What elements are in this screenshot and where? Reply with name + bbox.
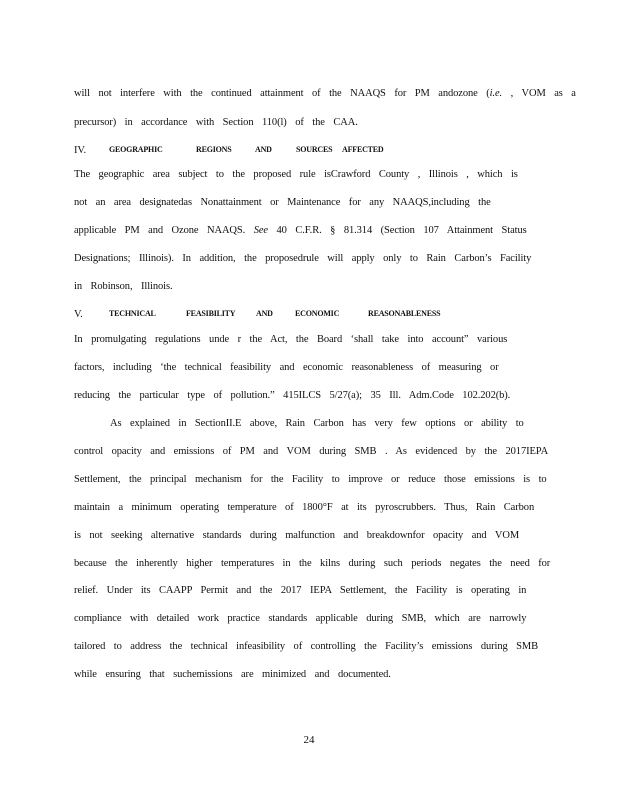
heading-word: ECONOMIC	[295, 309, 340, 318]
heading-word: GEOGRAPHIC	[109, 145, 163, 154]
text-line: precursor) in accordance with Section 110(l) of the CAA.	[74, 117, 358, 128]
text-line: maintain a minimum operating temperature of 1800°F at its pyroscrubbers. Thus, Rain Carbon	[74, 502, 535, 513]
text-line: compliance with detailed work practice standards applicable during SMB, which are narrowly	[74, 613, 527, 624]
text-line: As explained in SectionII.E above, Rain Carbon has very few options or ability to	[110, 418, 524, 429]
text-line: Settlement, the principal mechanism for the Facility to improve or reduce those emissions is to	[74, 474, 547, 485]
heading-word: REASONABLENESS	[368, 309, 441, 318]
heading-number: V.	[74, 309, 83, 320]
text-line: control opacity and emissions of PM and VOM during SMB . As evidenced by the 2017IEPA	[74, 446, 549, 457]
text-line: In promulgating regulations unde r the Act, the Board ‘shall take into account” various	[74, 334, 508, 345]
heading-number: IV.	[74, 145, 87, 156]
italic-see: See	[253, 225, 268, 236]
text-line: relief. Under its CAAPP Permit and the 2017 IEPA Settlement, the Facility is operating in	[74, 585, 527, 596]
italic-ie: i.e.	[489, 88, 503, 99]
heading-word: AND	[256, 309, 273, 318]
text-line: because the inherently higher temperatures in the kilns during such periods negates the need for	[74, 558, 551, 569]
heading-word: SOURCES	[296, 145, 333, 154]
page-number: 24	[303, 734, 315, 746]
text-line: tailored to address the technical infeasibility of controlling the Facility’s emissions during SMB	[74, 641, 539, 652]
text-span: will not interfere with the continued attainment of the NAAQS for PM andozone (	[74, 88, 490, 99]
heading-word: AND	[255, 145, 272, 154]
heading-word: AFFECTED	[342, 145, 384, 154]
text-line: The geographic area subject to the proposed rule isCrawford County , Illinois , which is	[74, 169, 518, 180]
section-heading-v	[74, 307, 441, 322]
text-span: , VOM as a	[502, 88, 576, 99]
text-span: 40 C.F.R. § 81.314 (Section 107 Attainment Status	[268, 225, 527, 236]
heading-word: REGIONS	[196, 145, 232, 154]
heading-word: TECHNICAL	[109, 309, 156, 318]
text-line: factors, including ‘the technical feasibility and economic reasonableness of measuring or	[74, 362, 499, 373]
text-line	[74, 224, 527, 238]
text-line: reducing the particular type of pollution.” 415ILCS 5/27(a); 35 Ill. Adm.Code 102.202(b).	[74, 390, 511, 401]
text-line: Designations; Illinois). In addition, the proposedrule will apply only to Rain Carbon’s Facility	[74, 253, 532, 264]
text-line: is not seeking alternative standards during malfunction and breakdownfor opacity and VOM	[74, 530, 520, 541]
text-line	[74, 87, 576, 101]
text-line: in Robinson, Illinois.	[74, 281, 173, 292]
heading-word: FEASIBILITY	[186, 309, 236, 318]
text-span: applicable PM and Ozone NAAQS.	[74, 225, 254, 236]
section-heading-iv	[74, 143, 384, 158]
text-line: not an area designatedas Nonattainment or Maintenance for any NAAQS,including the	[74, 197, 491, 208]
text-line: while ensuring that suchemissions are minimized and documented.	[74, 669, 391, 680]
